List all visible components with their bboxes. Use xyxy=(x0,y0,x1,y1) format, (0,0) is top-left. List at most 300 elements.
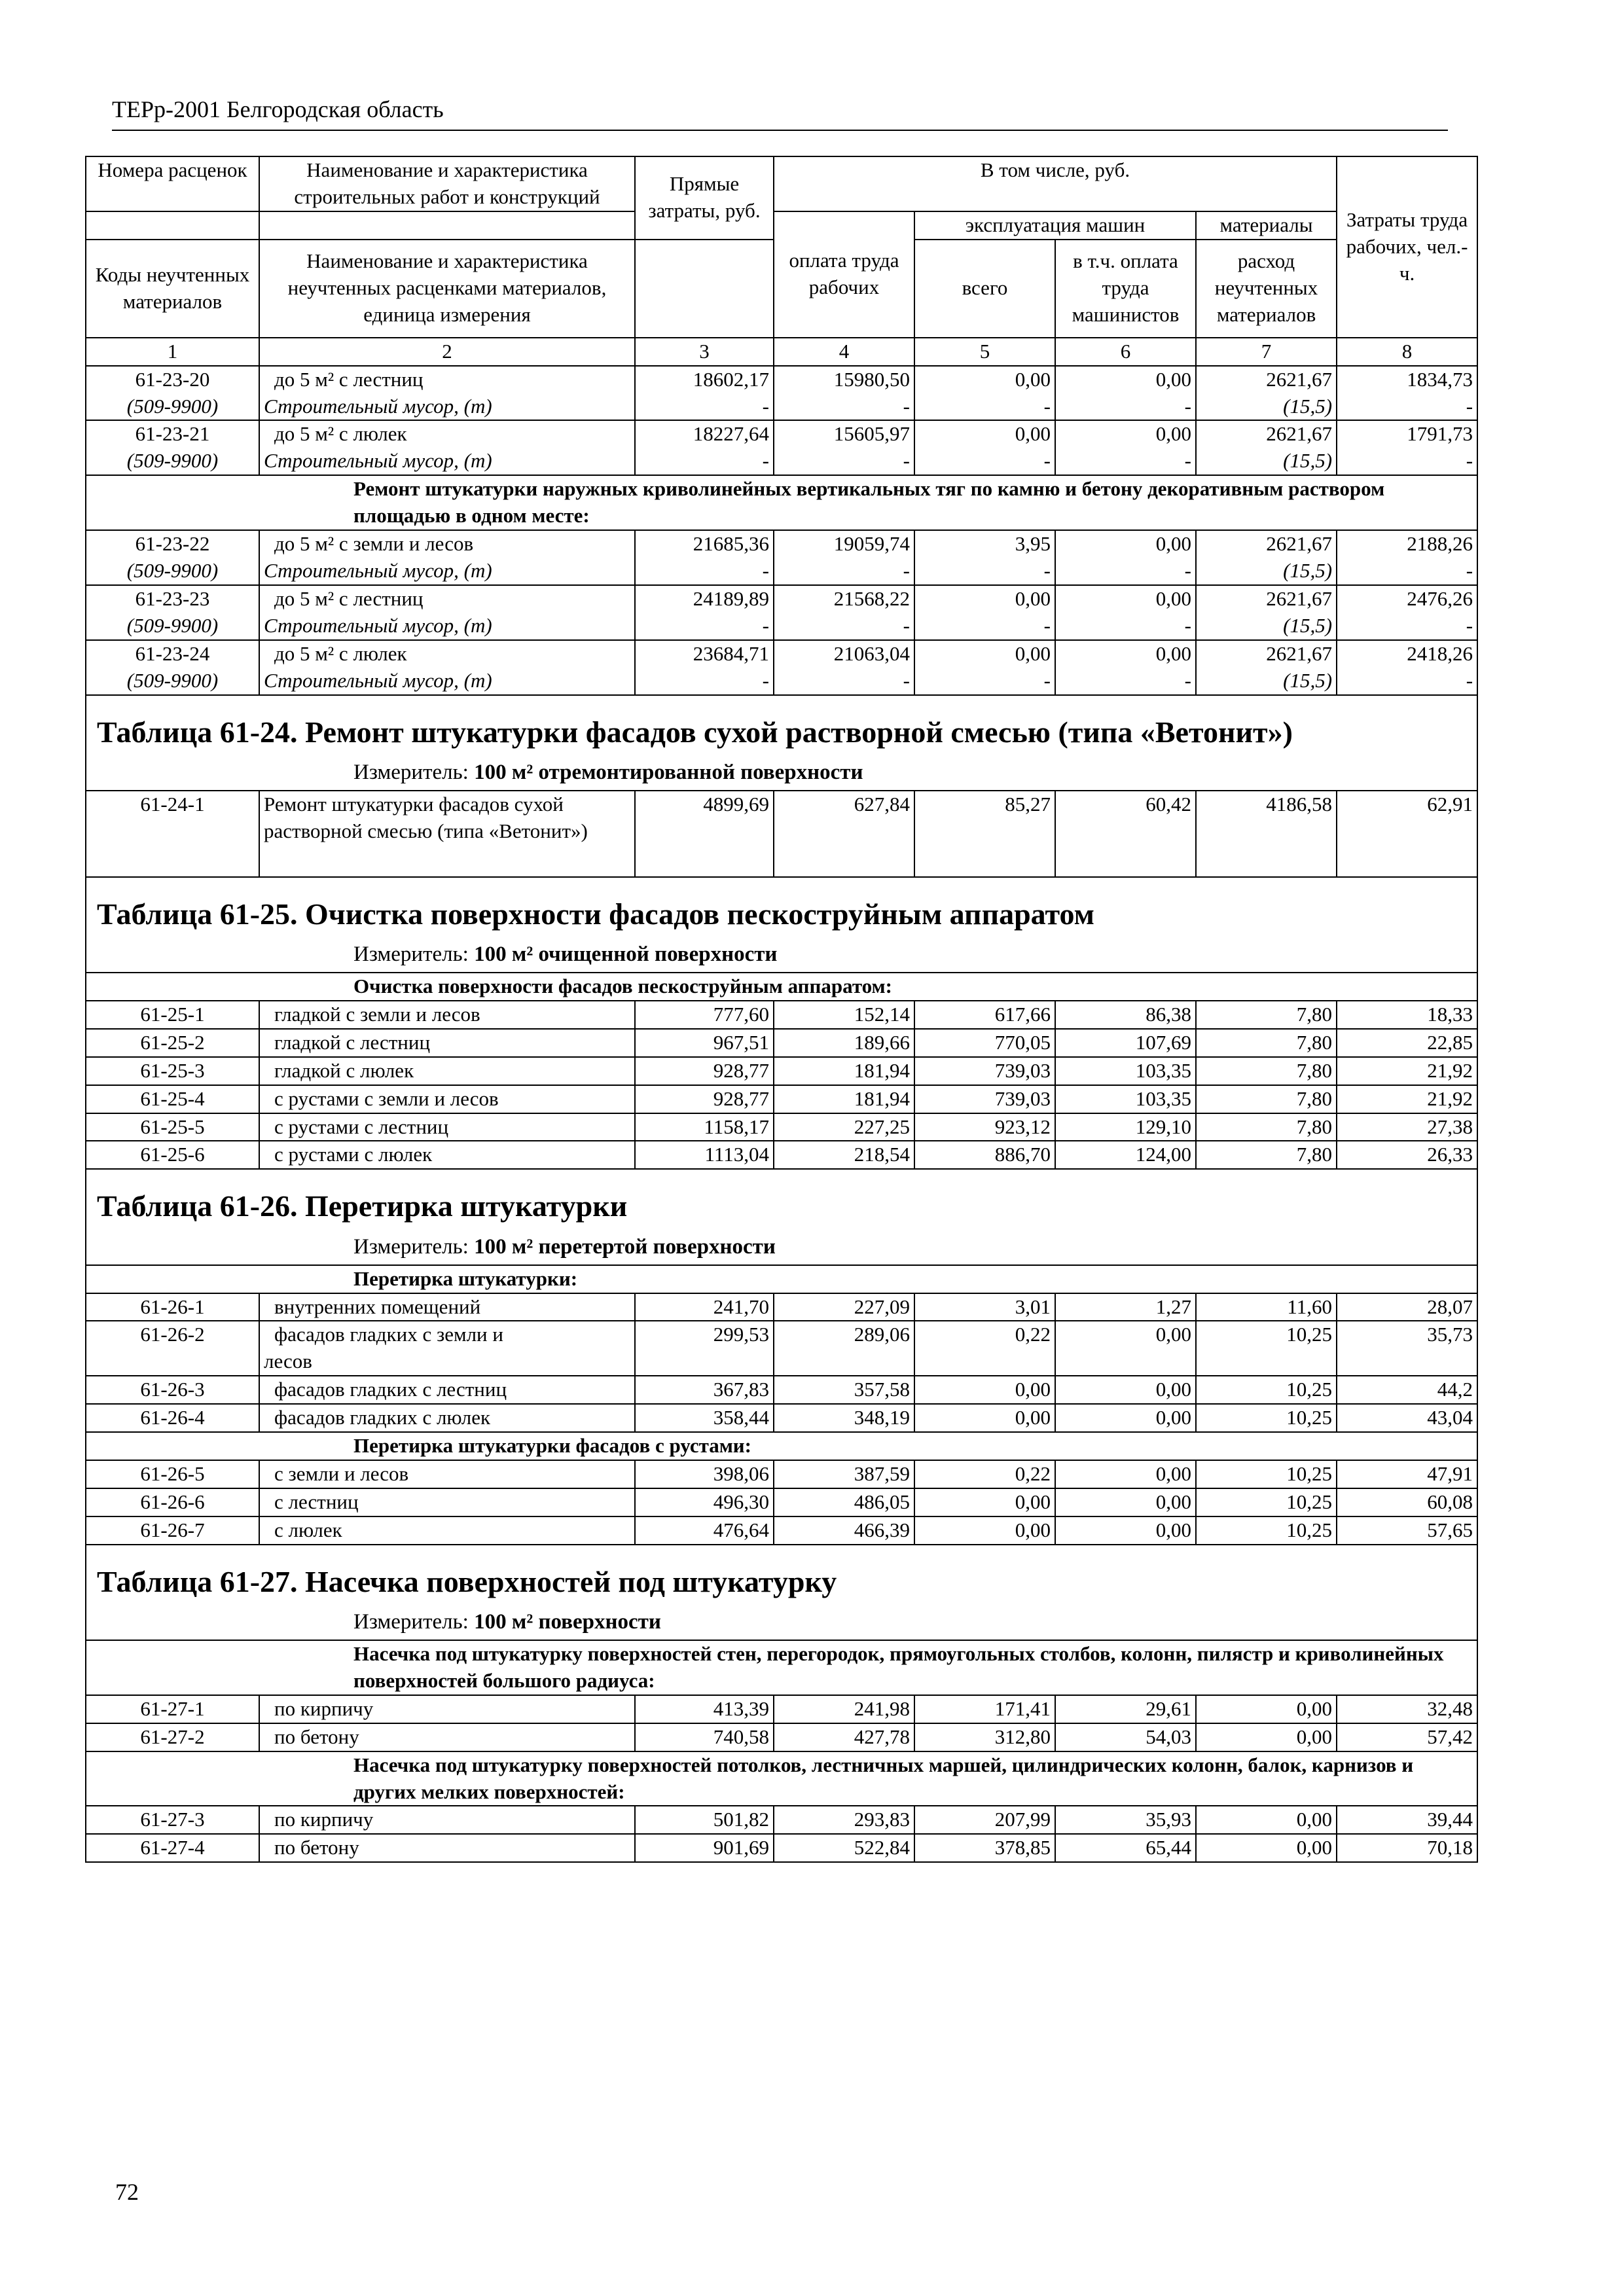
section-title: Насечка под штукатурку поверхностей потолков, лестничных маршей, цилиндрических колонн, балок, карнизов и других мелких поверхностей: xyxy=(86,1751,1477,1806)
cell-value: 387,59 xyxy=(774,1460,914,1488)
rate-name: фасадов гладких с лестниц xyxy=(259,1376,635,1404)
cell-value: 35,73 xyxy=(1337,1321,1477,1376)
cell-value: 10,25 xyxy=(1196,1321,1337,1376)
rate-code: 61-25-5 xyxy=(86,1113,259,1141)
cell-value: (15,5) xyxy=(1196,668,1337,695)
cell-value: 0,00 xyxy=(914,1516,1055,1545)
cell-value: - xyxy=(1337,393,1477,421)
cell-value: 152,14 xyxy=(774,1001,914,1029)
table-title-row xyxy=(86,877,1477,939)
table-row xyxy=(86,1057,1477,1085)
col-num: 8 xyxy=(1337,338,1477,366)
cell-value: - xyxy=(774,558,914,585)
cell-value: 0,00 xyxy=(1196,1806,1337,1834)
rate-name: по кирпичу xyxy=(259,1806,635,1834)
rate-code: 61-25-3 xyxy=(86,1057,259,1085)
rate-name-line: лесов xyxy=(264,1350,312,1373)
cell-value: 21,92 xyxy=(1337,1085,1477,1113)
cell-value: 4899,69 xyxy=(635,791,774,877)
cell-value: - xyxy=(1055,558,1196,585)
cell-value: 70,18 xyxy=(1337,1834,1477,1862)
section-row xyxy=(86,1432,1477,1460)
col-head-naim: Наименование и характеристика строительных работ и конструкций xyxy=(259,156,635,211)
rate-code: 61-25-2 xyxy=(86,1029,259,1057)
table-row xyxy=(86,1085,1477,1113)
cell-value: 0,00 xyxy=(914,1488,1055,1516)
table-row xyxy=(86,1460,1477,1488)
cell-value: 427,78 xyxy=(774,1723,914,1751)
table-row xyxy=(86,1723,1477,1751)
cell-value: 171,41 xyxy=(914,1695,1055,1723)
rate-name: с рустами с лестниц xyxy=(259,1113,635,1141)
material-code: (509-9900) xyxy=(86,558,259,585)
table-row xyxy=(86,1141,1477,1169)
col-num: 2 xyxy=(259,338,635,366)
cell-value: - xyxy=(1055,668,1196,695)
col-head-materialy: материалы xyxy=(1196,211,1337,240)
cell-value: 0,00 xyxy=(1055,420,1196,448)
rate-name: до 5 м² с люлек xyxy=(259,640,635,668)
cell-value: 0,00 xyxy=(1196,1695,1337,1723)
cell-value: 124,00 xyxy=(1055,1141,1196,1169)
cell-value: (15,5) xyxy=(1196,448,1337,475)
cell-value: 1,27 xyxy=(1055,1293,1196,1321)
cell-value: 2476,26 xyxy=(1337,585,1477,613)
cell-value: - xyxy=(774,393,914,421)
cell-value: 15605,97 xyxy=(774,420,914,448)
cell-value: 0,00 xyxy=(1055,366,1196,393)
cell-value: 2621,67 xyxy=(1196,530,1337,558)
cell-value: 0,00 xyxy=(914,640,1055,668)
cell-value: - xyxy=(1337,558,1477,585)
cell-value: 3,01 xyxy=(914,1293,1055,1321)
rate-code: 61-26-2 xyxy=(86,1321,259,1376)
col-head-nomera-cont xyxy=(86,211,259,240)
rate-name: с рустами с люлек xyxy=(259,1141,635,1169)
table-title: Таблица 61-24. Ремонт штукатурки фасадов сухой растворной смесью (типа «Ветонит») xyxy=(86,695,1477,757)
rate-code: 61-23-24 xyxy=(86,640,259,668)
section-row xyxy=(86,1640,1477,1695)
cell-value: 107,69 xyxy=(1055,1029,1196,1057)
cell-value: 24189,89 xyxy=(635,585,774,613)
table-row xyxy=(86,1293,1477,1321)
table-row xyxy=(86,585,1477,613)
cell-value: 413,39 xyxy=(635,1695,774,1723)
rate-code: 61-23-23 xyxy=(86,585,259,613)
rate-name: до 5 м² с лестниц xyxy=(259,585,635,613)
col-head-naim-cont xyxy=(259,211,635,240)
rate-name: до 5 м² с земли и лесов xyxy=(259,530,635,558)
rate-name-line: фасадов гладких с земли и xyxy=(274,1323,503,1346)
table-row xyxy=(86,640,1477,668)
table-row xyxy=(86,1404,1477,1432)
cell-value: 44,2 xyxy=(1337,1376,1477,1404)
cell-value: 1834,73 xyxy=(1337,366,1477,393)
cell-value: 19059,74 xyxy=(774,530,914,558)
cell-value: 65,44 xyxy=(1055,1834,1196,1862)
cell-value: 103,35 xyxy=(1055,1057,1196,1085)
cell-value: - xyxy=(914,668,1055,695)
rate-code: 61-27-2 xyxy=(86,1723,259,1751)
section-row xyxy=(86,1751,1477,1806)
material-name: Строительный мусор, (т) xyxy=(259,558,635,585)
cell-value: 32,48 xyxy=(1337,1695,1477,1723)
cell-value: 7,80 xyxy=(1196,1001,1337,1029)
table-row xyxy=(86,1806,1477,1834)
col-head-zatraty: Затраты труда рабочих, чел.-ч. xyxy=(1337,156,1477,338)
rate-name: с земли и лесов xyxy=(259,1460,635,1488)
rate-name: гладкой с люлек xyxy=(259,1057,635,1085)
cell-value: 0,00 xyxy=(1055,585,1196,613)
cell-value: 496,30 xyxy=(635,1488,774,1516)
cell-value: 886,70 xyxy=(914,1141,1055,1169)
cell-value: 1791,73 xyxy=(1337,420,1477,448)
col-num: 3 xyxy=(635,338,774,366)
measure-value: 100 м² отремонтированной поверхности xyxy=(474,761,863,785)
cell-value: - xyxy=(1337,668,1477,695)
cell-value: 928,77 xyxy=(635,1057,774,1085)
cell-value: 486,05 xyxy=(774,1488,914,1516)
header-row-1 xyxy=(86,156,1477,211)
cell-value: 289,06 xyxy=(774,1321,914,1376)
cell-value: (15,5) xyxy=(1196,613,1337,640)
rate-name: Ремонт штукатурки фасадов сухой растворной смесью (типа «Ветонит») xyxy=(259,791,635,877)
cell-value: 398,06 xyxy=(635,1460,774,1488)
rate-code: 61-26-3 xyxy=(86,1376,259,1404)
table-row xyxy=(86,420,1477,448)
material-row xyxy=(86,448,1477,475)
rate-code: 61-26-4 xyxy=(86,1404,259,1432)
table-row xyxy=(86,1695,1477,1723)
cell-value: 11,60 xyxy=(1196,1293,1337,1321)
section-title: Ремонт штукатурки наружных криволинейных вертикальных тяг по камню и бетону декоративным раствором площадью в одном месте: xyxy=(86,475,1477,530)
cell-value: 627,84 xyxy=(774,791,914,877)
cell-value: 21685,36 xyxy=(635,530,774,558)
material-name: Строительный мусор, (т) xyxy=(259,668,635,695)
cell-value: 299,53 xyxy=(635,1321,774,1376)
cell-value: 7,80 xyxy=(1196,1141,1337,1169)
material-name: Строительный мусор, (т) xyxy=(259,448,635,475)
col-num: 6 xyxy=(1055,338,1196,366)
cell-value: 241,70 xyxy=(635,1293,774,1321)
cell-value: 0,00 xyxy=(1055,1516,1196,1545)
cell-value: 7,80 xyxy=(1196,1057,1337,1085)
rate-code: 61-26-7 xyxy=(86,1516,259,1545)
cell-value: 7,80 xyxy=(1196,1085,1337,1113)
cell-value: 0,00 xyxy=(1055,530,1196,558)
cell-value: 10,25 xyxy=(1196,1516,1337,1545)
cell-value: - xyxy=(914,393,1055,421)
cell-value: 367,83 xyxy=(635,1376,774,1404)
cell-value: - xyxy=(635,668,774,695)
table-title-row xyxy=(86,1545,1477,1606)
table-row xyxy=(86,530,1477,558)
cell-value: - xyxy=(1055,448,1196,475)
cell-value: 739,03 xyxy=(914,1057,1055,1085)
cell-value: 218,54 xyxy=(774,1141,914,1169)
cell-value: 740,58 xyxy=(635,1723,774,1751)
cell-value: 0,00 xyxy=(914,1376,1055,1404)
cell-value: 60,08 xyxy=(1337,1488,1477,1516)
cell-value: 54,03 xyxy=(1055,1723,1196,1751)
cell-value: - xyxy=(1055,613,1196,640)
cell-value: - xyxy=(774,613,914,640)
measure-row xyxy=(86,1230,1477,1265)
cell-value: 60,42 xyxy=(1055,791,1196,877)
measure-row xyxy=(86,938,1477,973)
rate-code: 61-23-22 xyxy=(86,530,259,558)
rate-name: гладкой с земли и лесов xyxy=(259,1001,635,1029)
col-head-pryamye-cont xyxy=(635,240,774,338)
cell-value: 181,94 xyxy=(774,1085,914,1113)
rates-table xyxy=(85,156,1478,1863)
cell-value: 1158,17 xyxy=(635,1113,774,1141)
cell-value: 207,99 xyxy=(914,1806,1055,1834)
cell-value: 770,05 xyxy=(914,1029,1055,1057)
cell-value: 7,80 xyxy=(1196,1113,1337,1141)
cell-value: (15,5) xyxy=(1196,393,1337,421)
rate-code: 61-26-1 xyxy=(86,1293,259,1321)
cell-value: 967,51 xyxy=(635,1029,774,1057)
cell-value: - xyxy=(635,613,774,640)
cell-value: - xyxy=(635,393,774,421)
cell-value: 358,44 xyxy=(635,1404,774,1432)
material-code: (509-9900) xyxy=(86,448,259,475)
cell-value: 27,38 xyxy=(1337,1113,1477,1141)
cell-value: - xyxy=(635,558,774,585)
table-title: Таблица 61-26. Перетирка штукатурки xyxy=(86,1169,1477,1230)
rate-code: 61-24-1 xyxy=(86,791,259,877)
cell-value: 10,25 xyxy=(1196,1460,1337,1488)
header-numbers xyxy=(86,338,1477,366)
cell-value: 2621,67 xyxy=(1196,420,1337,448)
cell-value: 0,00 xyxy=(914,585,1055,613)
rate-name: по кирпичу xyxy=(259,1695,635,1723)
rate-code: 61-27-1 xyxy=(86,1695,259,1723)
cell-value: 18227,64 xyxy=(635,420,774,448)
col-num: 5 xyxy=(914,338,1055,366)
cell-value: 378,85 xyxy=(914,1834,1055,1862)
cell-value: 777,60 xyxy=(635,1001,774,1029)
rate-name: до 5 м² с люлек xyxy=(259,420,635,448)
measure-label: Измеритель: xyxy=(353,942,469,967)
cell-value: - xyxy=(914,448,1055,475)
table-row xyxy=(86,1376,1477,1404)
cell-value: 35,93 xyxy=(1055,1806,1196,1834)
cell-value: - xyxy=(914,558,1055,585)
material-row xyxy=(86,393,1477,421)
rate-name: гладкой с лестниц xyxy=(259,1029,635,1057)
rate-name: с лестниц xyxy=(259,1488,635,1516)
cell-value: 227,25 xyxy=(774,1113,914,1141)
cell-value: 0,00 xyxy=(1055,640,1196,668)
material-code: (509-9900) xyxy=(86,393,259,421)
col-head-nomera: Номера расценок xyxy=(86,156,259,211)
col-head-naim2: Наименование и характеристика неучтенных расценками материалов, единица измерения xyxy=(259,240,635,338)
cell-value: 312,80 xyxy=(914,1723,1055,1751)
cell-value: 0,00 xyxy=(1055,1460,1196,1488)
cell-value: 241,98 xyxy=(774,1695,914,1723)
rate-code: 61-27-3 xyxy=(86,1806,259,1834)
measure-line xyxy=(86,938,1477,973)
cell-value: - xyxy=(774,448,914,475)
measure-row xyxy=(86,1605,1477,1640)
cell-value: 28,07 xyxy=(1337,1293,1477,1321)
material-name: Строительный мусор, (т) xyxy=(259,613,635,640)
cell-value: 0,00 xyxy=(1055,1321,1196,1376)
cell-value: - xyxy=(774,668,914,695)
cell-value: 21063,04 xyxy=(774,640,914,668)
rate-name: до 5 м² с лестниц xyxy=(259,366,635,393)
section-title: Перетирка штукатурки: xyxy=(86,1265,1477,1293)
cell-value: 15980,50 xyxy=(774,366,914,393)
section-row xyxy=(86,1265,1477,1293)
table-row xyxy=(86,1113,1477,1141)
section-title: Очистка поверхности фасадов пескоструйным аппаратом: xyxy=(86,973,1477,1001)
cell-value: 39,44 xyxy=(1337,1806,1477,1834)
col-head-pryamye: Прямые затраты, руб. xyxy=(635,156,774,240)
measure-row xyxy=(86,756,1477,791)
rate-code: 61-27-4 xyxy=(86,1834,259,1862)
cell-value: (15,5) xyxy=(1196,558,1337,585)
section-row xyxy=(86,973,1477,1001)
cell-value: - xyxy=(1337,613,1477,640)
cell-value: 18,33 xyxy=(1337,1001,1477,1029)
material-code: (509-9900) xyxy=(86,613,259,640)
cell-value: 739,03 xyxy=(914,1085,1055,1113)
cell-value: 62,91 xyxy=(1337,791,1477,877)
table-row xyxy=(86,1321,1477,1376)
cell-value: 86,38 xyxy=(1055,1001,1196,1029)
material-name: Строительный мусор, (т) xyxy=(259,393,635,421)
cell-value: 923,12 xyxy=(914,1113,1055,1141)
cell-value: 10,25 xyxy=(1196,1404,1337,1432)
cell-value: 10,25 xyxy=(1196,1376,1337,1404)
cell-value: 466,39 xyxy=(774,1516,914,1545)
table-title-row xyxy=(86,695,1477,757)
col-head-vtom: В том числе, руб. xyxy=(774,156,1337,211)
col-head-vsego: всего xyxy=(914,240,1055,338)
table-row xyxy=(86,1516,1477,1545)
cell-value: 103,35 xyxy=(1055,1085,1196,1113)
cell-value: 293,83 xyxy=(774,1806,914,1834)
rate-name: внутренних помещений xyxy=(259,1293,635,1321)
col-num: 7 xyxy=(1196,338,1337,366)
section-title: Перетирка штукатурки фасадов с рустами: xyxy=(86,1432,1477,1460)
cell-value: - xyxy=(914,613,1055,640)
cell-value: 26,33 xyxy=(1337,1141,1477,1169)
cell-value: 2621,67 xyxy=(1196,585,1337,613)
cell-value: 476,64 xyxy=(635,1516,774,1545)
rate-name: по бетону xyxy=(259,1834,635,1862)
cell-value: 10,25 xyxy=(1196,1488,1337,1516)
cell-value: 0,00 xyxy=(914,366,1055,393)
cell-value: 2621,67 xyxy=(1196,366,1337,393)
material-row xyxy=(86,613,1477,640)
cell-value: 2188,26 xyxy=(1337,530,1477,558)
cell-value: 0,00 xyxy=(1055,1488,1196,1516)
cell-value: 129,10 xyxy=(1055,1113,1196,1141)
cell-value: - xyxy=(635,448,774,475)
page-number: 72 xyxy=(115,2179,139,2205)
measure-label: Измеритель: xyxy=(353,1235,469,1259)
material-row xyxy=(86,668,1477,695)
cell-value: 522,84 xyxy=(774,1834,914,1862)
cell-value: 501,82 xyxy=(635,1806,774,1834)
cell-value: 57,42 xyxy=(1337,1723,1477,1751)
section-row xyxy=(86,475,1477,530)
col-num: 1 xyxy=(86,338,259,366)
cell-value: 23684,71 xyxy=(635,640,774,668)
cell-value: 47,91 xyxy=(1337,1460,1477,1488)
rate-name: с люлек xyxy=(259,1516,635,1545)
measure-label: Измеритель: xyxy=(353,761,469,785)
col-head-ekspl: эксплуатация машин xyxy=(914,211,1196,240)
cell-value: 181,94 xyxy=(774,1057,914,1085)
rate-name: по бетону xyxy=(259,1723,635,1751)
cell-value: 189,66 xyxy=(774,1029,914,1057)
cell-value: 22,85 xyxy=(1337,1029,1477,1057)
measure-label: Измеритель: xyxy=(353,1610,469,1634)
material-code: (509-9900) xyxy=(86,668,259,695)
measure-value: 100 м² очищенной поверхности xyxy=(474,942,778,967)
header-rule xyxy=(112,130,1448,131)
cell-value: 617,66 xyxy=(914,1001,1055,1029)
table-row xyxy=(86,1834,1477,1862)
cell-value: 0,00 xyxy=(1055,1404,1196,1432)
table-row xyxy=(86,1488,1477,1516)
cell-value: 29,61 xyxy=(1055,1695,1196,1723)
page-header: ТЕРр-2001 Белгородская область xyxy=(112,96,444,122)
cell-value: 348,19 xyxy=(774,1404,914,1432)
cell-value: 3,95 xyxy=(914,530,1055,558)
rate-code: 61-25-4 xyxy=(86,1085,259,1113)
measure-value: 100 м² поверхности xyxy=(474,1610,661,1634)
cell-value: 2621,67 xyxy=(1196,640,1337,668)
rate-code: 61-23-21 xyxy=(86,420,259,448)
header-row-2 xyxy=(86,211,1477,240)
material-row xyxy=(86,558,1477,585)
rate-code: 61-26-5 xyxy=(86,1460,259,1488)
table-title-row xyxy=(86,1169,1477,1230)
cell-value: 85,27 xyxy=(914,791,1055,877)
rate-code: 61-26-6 xyxy=(86,1488,259,1516)
rate-code: 61-23-20 xyxy=(86,366,259,393)
cell-value: 4186,58 xyxy=(1196,791,1337,877)
cell-value: 901,69 xyxy=(635,1834,774,1862)
table-row xyxy=(86,791,1477,877)
cell-value: 1113,04 xyxy=(635,1141,774,1169)
cell-value: 0,00 xyxy=(1196,1834,1337,1862)
col-num: 4 xyxy=(774,338,914,366)
rate-name: с рустами с земли и лесов xyxy=(259,1085,635,1113)
cell-value: 227,09 xyxy=(774,1293,914,1321)
cell-value: 0,00 xyxy=(1196,1723,1337,1751)
table-title: Таблица 61-27. Насечка поверхностей под штукатурку xyxy=(86,1545,1477,1606)
cell-value: 0,00 xyxy=(914,420,1055,448)
col-head-rashod: расход неучтенных материалов xyxy=(1196,240,1337,338)
measure-line xyxy=(86,756,1477,791)
cell-value: 0,22 xyxy=(914,1321,1055,1376)
measure-line xyxy=(86,1230,1477,1265)
section-title: Насечка под штукатурку поверхностей стен, перегородок, прямоугольных столбов, колонн, пилястр и криволинейных поверхностей большого радиуса: xyxy=(86,1640,1477,1695)
cell-value: 43,04 xyxy=(1337,1404,1477,1432)
cell-value: 2418,26 xyxy=(1337,640,1477,668)
cell-value: 0,00 xyxy=(1055,1376,1196,1404)
table-row xyxy=(86,1001,1477,1029)
cell-value: - xyxy=(1055,393,1196,421)
measure-value: 100 м² перетертой поверхности xyxy=(474,1235,776,1259)
